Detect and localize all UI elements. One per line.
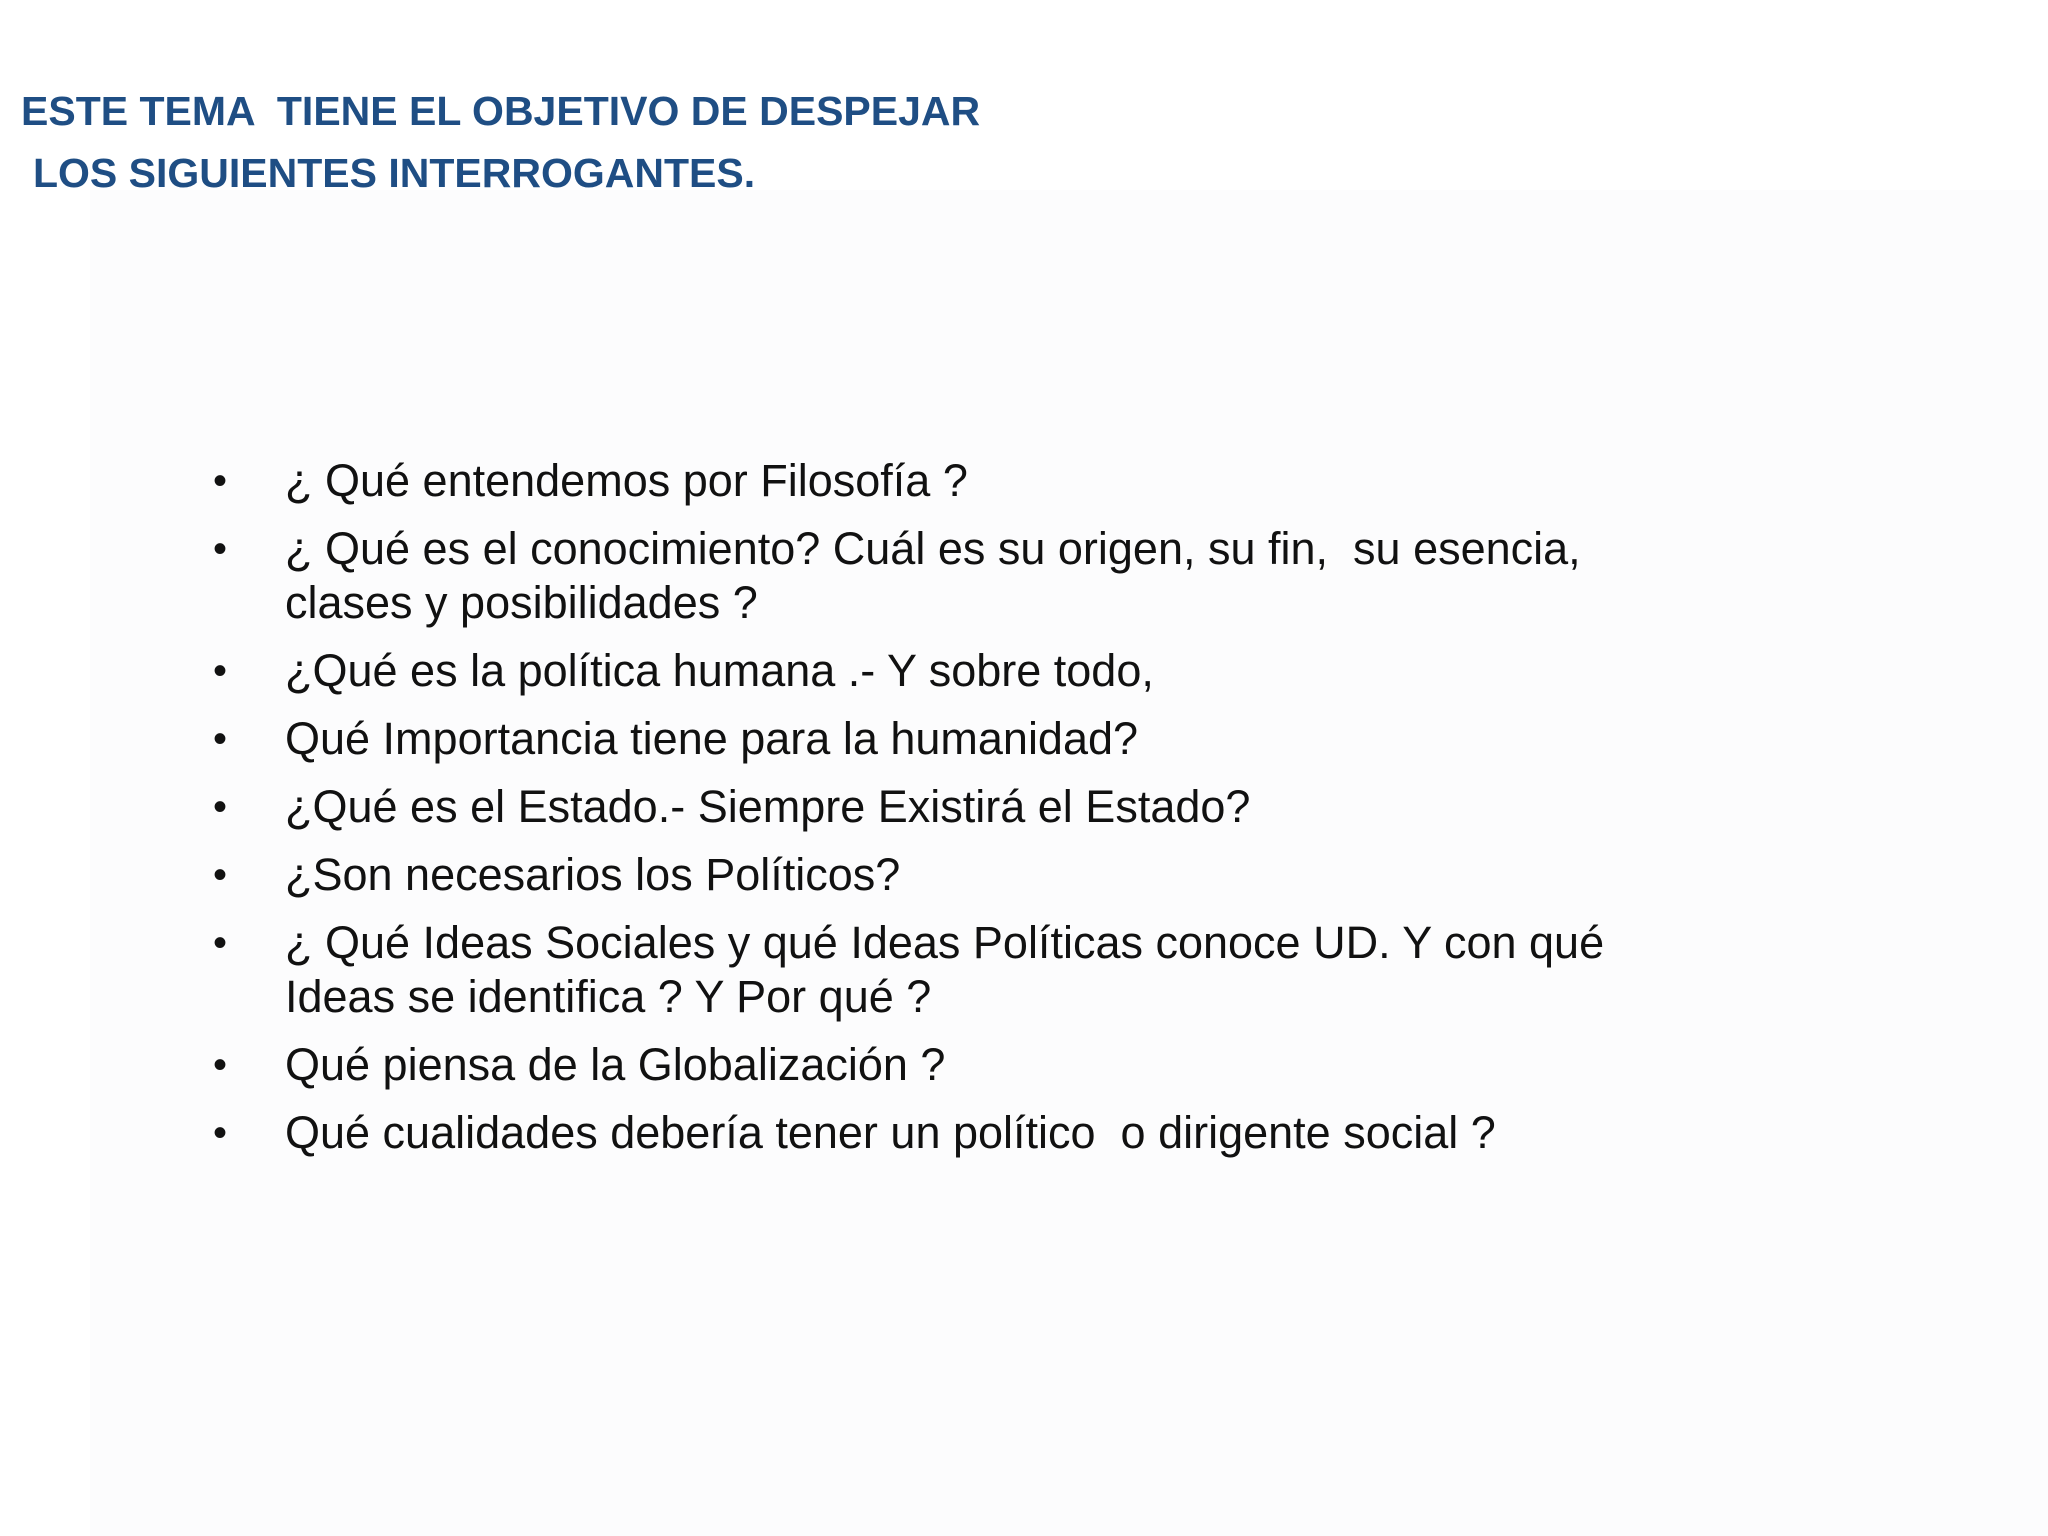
bullet-icon: • — [212, 527, 227, 571]
question-text: ¿ Qué entendemos por Filosofía ? — [285, 455, 968, 506]
bullet-icon: • — [212, 921, 227, 965]
question-item-2 — [205, 522, 1805, 630]
question-list — [205, 454, 1805, 1174]
bullet-icon: • — [212, 717, 227, 761]
title-line-2: LOS SIGUIENTES INTERROGANTES. — [33, 150, 756, 196]
bullet-icon: • — [212, 1043, 227, 1087]
bullet-icon: • — [212, 459, 227, 503]
bullet-icon: • — [212, 853, 227, 897]
question-item-8 — [205, 1038, 1805, 1092]
question-text: ¿Qué es la política humana .- Y sobre todo, — [285, 645, 1154, 696]
question-text: Qué Importancia tiene para la humanidad? — [285, 713, 1139, 764]
question-text: ¿ Qué es el conocimiento? Cuál es su origen, su fin, su esencia, clases y posibilidades ? — [285, 523, 1581, 628]
question-item-4 — [205, 712, 1805, 766]
question-text: ¿ Qué Ideas Sociales y qué Ideas Políticas conoce UD. Y con qué Ideas se identifica ? Y Por qué ? — [285, 917, 1605, 1022]
slide-title — [21, 80, 980, 204]
question-text: Qué cualidades debería tener un político o dirigente social ? — [285, 1107, 1496, 1158]
bullet-icon: • — [212, 649, 227, 693]
question-text: Qué piensa de la Globalización ? — [285, 1039, 946, 1090]
question-item-5 — [205, 780, 1805, 834]
question-text: ¿Qué es el Estado.- Siempre Existirá el Estado? — [285, 781, 1251, 832]
question-item-3 — [205, 644, 1805, 698]
title-line-1: ESTE TEMA TIENE EL OBJETIVO DE DESPEJAR — [21, 88, 981, 134]
question-item-1 — [205, 454, 1805, 508]
bullet-icon: • — [212, 785, 227, 829]
bullet-icon: • — [212, 1111, 227, 1155]
question-item-6 — [205, 848, 1805, 902]
question-text: ¿Son necesarios los Políticos? — [285, 849, 901, 900]
question-item-9 — [205, 1106, 1805, 1160]
question-item-7 — [205, 916, 1805, 1024]
